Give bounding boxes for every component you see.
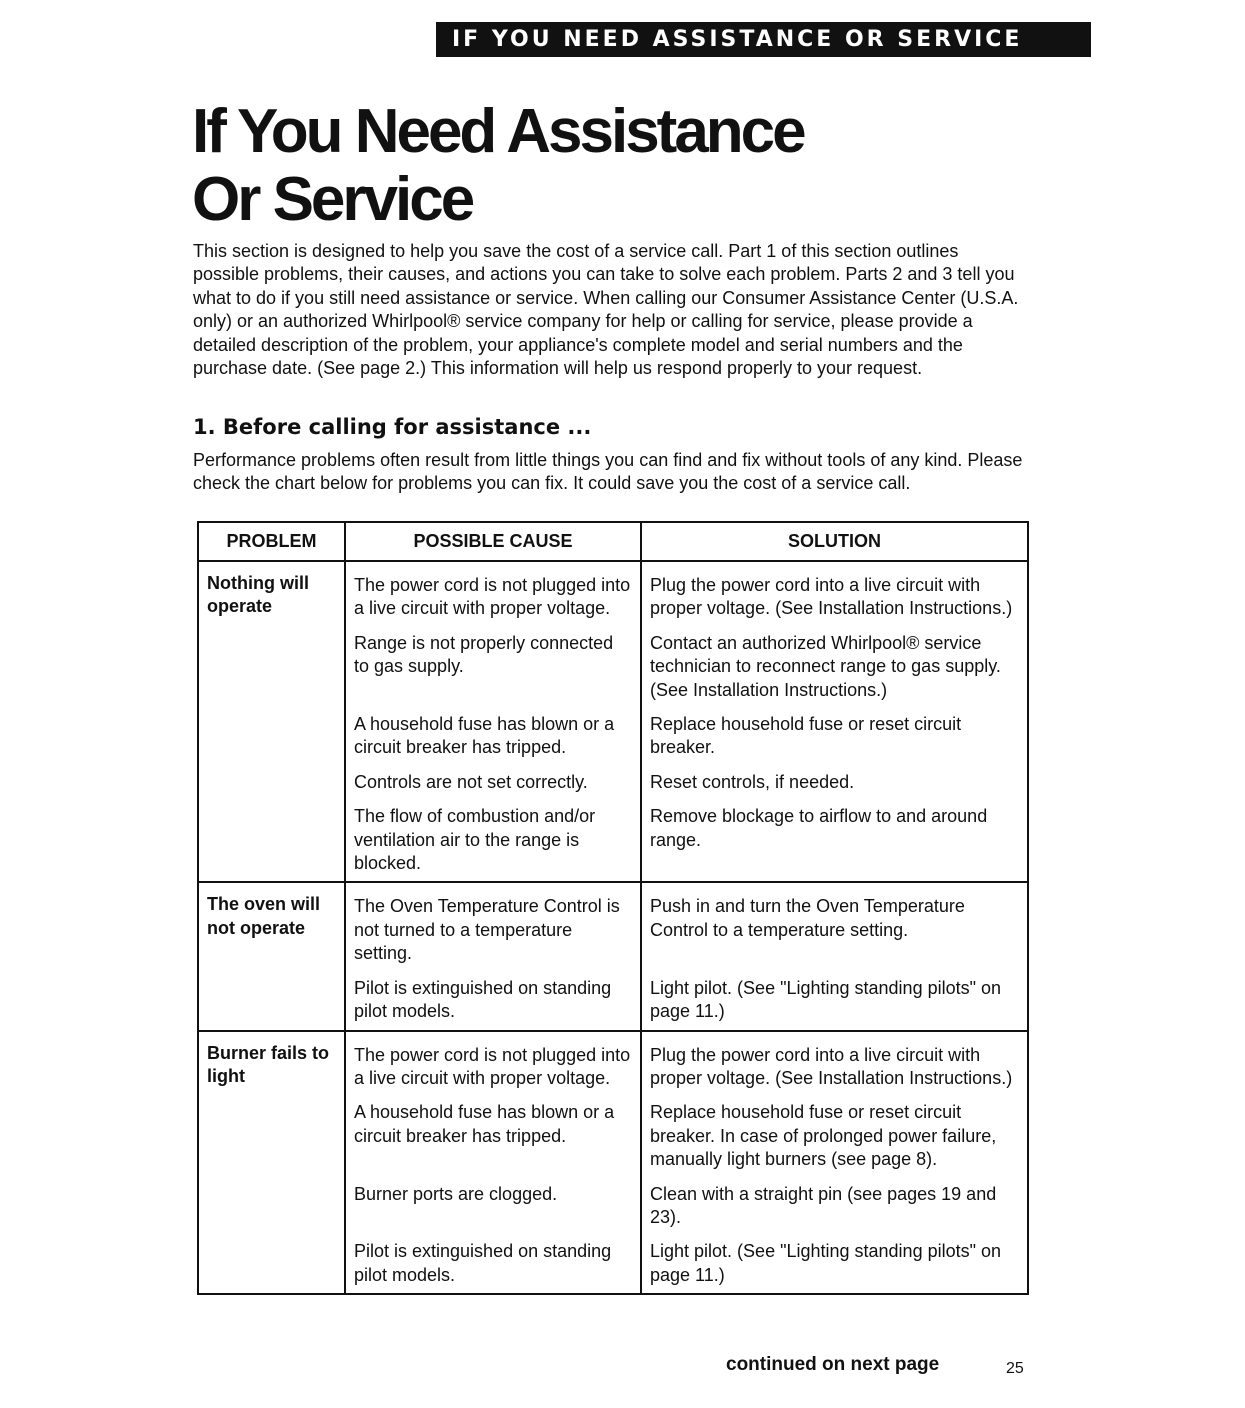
page-title-line-2: Or Service — [192, 165, 473, 234]
problem-cell: Nothing will operate — [198, 561, 345, 882]
column-header-cause: POSSIBLE CAUSE — [345, 522, 641, 561]
table-row — [346, 883, 1027, 976]
column-header-solution: SOLUTION — [641, 522, 1028, 561]
intro-paragraph: This section is designed to help you save the cost of a service call. Part 1 of this section outlines possible problems, their causes, and actions you can take to solve each problem. Parts 2 and 3 tell you what to do if you still need assistance or service. When calling our Consumer Assistance Center (U.S.A. only) or an authorized Whirlpool® service company for help or calling for service, please provide a detailed description of the problem, your appliance's complete model and serial numbers and the purchase date. (See page 2.) This information will help us respond properly to your request. — [193, 241, 1019, 379]
problem-cell: Burner fails to light — [198, 1031, 345, 1295]
table-row — [346, 713, 1027, 771]
solution-cell: Plug the power cord into a live circuit with proper voltage. (See Installation Instructions.) — [650, 575, 1013, 619]
solution-cell: Reset controls, if needed. — [650, 771, 855, 792]
solution-cell: Light pilot. (See "Lighting standing pilots" on page 11.) — [650, 977, 1002, 1022]
table-row — [346, 1240, 1027, 1293]
cause-cell: A household fuse has blown or a circuit breaker has tripped. — [346, 1101, 642, 1182]
cause-solution-group — [345, 882, 1028, 1030]
cause-cell: Range is not properly connected to gas supply. — [346, 632, 642, 713]
solution-cell: Clean with a straight pin (see pages 19 and 23). — [650, 1183, 997, 1227]
cause-cell: The Oven Temperature Control is not turned to a temperature setting. — [346, 883, 642, 976]
table-header-row — [198, 522, 1028, 561]
table-row — [346, 805, 1027, 881]
problem-group — [198, 561, 1028, 882]
solution-cell: Contact an authorized Whirlpool® service technician to reconnect range to gas supply. (See Installation Instructions.) — [650, 632, 1001, 700]
cause-solution-group — [345, 561, 1028, 882]
section-banner: IF YOU NEED ASSISTANCE OR SERVICE — [436, 22, 1091, 57]
cause-cell: The flow of combustion and/or ventilation air to the range is blocked. — [346, 805, 642, 881]
table-row — [346, 977, 1027, 1030]
solution-cell: Remove blockage to airflow to and around range. — [650, 806, 988, 850]
table-row — [346, 1101, 1027, 1182]
cause-solution-group — [345, 1031, 1028, 1295]
problem-group — [198, 882, 1028, 1030]
solution-cell: Push in and turn the Oven Temperature Control to a temperature setting. — [650, 896, 965, 940]
solution-cell: Replace household fuse or reset circuit breaker. — [650, 714, 962, 758]
solution-cell: Light pilot. (See "Lighting standing pilots" on page 11.) — [650, 1241, 1002, 1285]
cause-cell: Burner ports are clogged. — [346, 1183, 642, 1241]
cause-cell: The power cord is not plugged into a live circuit with proper voltage. — [346, 562, 642, 632]
cause-cell: A household fuse has blown or a circuit breaker has tripped. — [346, 713, 642, 771]
page-number: 25 — [1006, 1360, 1024, 1377]
problem-group — [198, 1031, 1028, 1295]
solution-cell: Plug the power cord into a live circuit with proper voltage. (See Installation Instructions.) — [650, 1044, 1013, 1088]
table-row — [346, 562, 1027, 632]
table-row — [346, 1183, 1027, 1241]
problem-cell: The oven will not operate — [198, 882, 345, 1030]
solution-cell: Replace household fuse or reset circuit breaker. In case of prolonged power failure, manually light burners (see page 8). — [650, 1102, 997, 1170]
section-heading: 1. Before calling for assistance ... — [193, 415, 592, 439]
page-title — [192, 98, 804, 234]
cause-cell: Pilot is extinguished on standing pilot models. — [346, 1240, 642, 1293]
table-row — [346, 771, 1027, 805]
column-header-problem: PROBLEM — [198, 522, 345, 561]
troubleshooting-table — [197, 521, 1029, 1295]
cause-cell: Pilot is extinguished on standing pilot models. — [346, 977, 642, 1030]
section-lead-paragraph: Performance problems often result from little things you can find and fix without tools of any kind. Please check the chart below for problems you can fix. It could save you the cost of a service call. — [193, 450, 1023, 494]
cause-cell: The power cord is not plugged into a live circuit with proper voltage. — [346, 1032, 642, 1102]
table-row — [346, 632, 1027, 713]
continued-note: continued on next page — [726, 1354, 940, 1375]
table-row — [346, 1032, 1027, 1102]
cause-cell: Controls are not set correctly. — [346, 771, 642, 805]
page-title-line-1: If You Need Assistance — [192, 97, 804, 166]
